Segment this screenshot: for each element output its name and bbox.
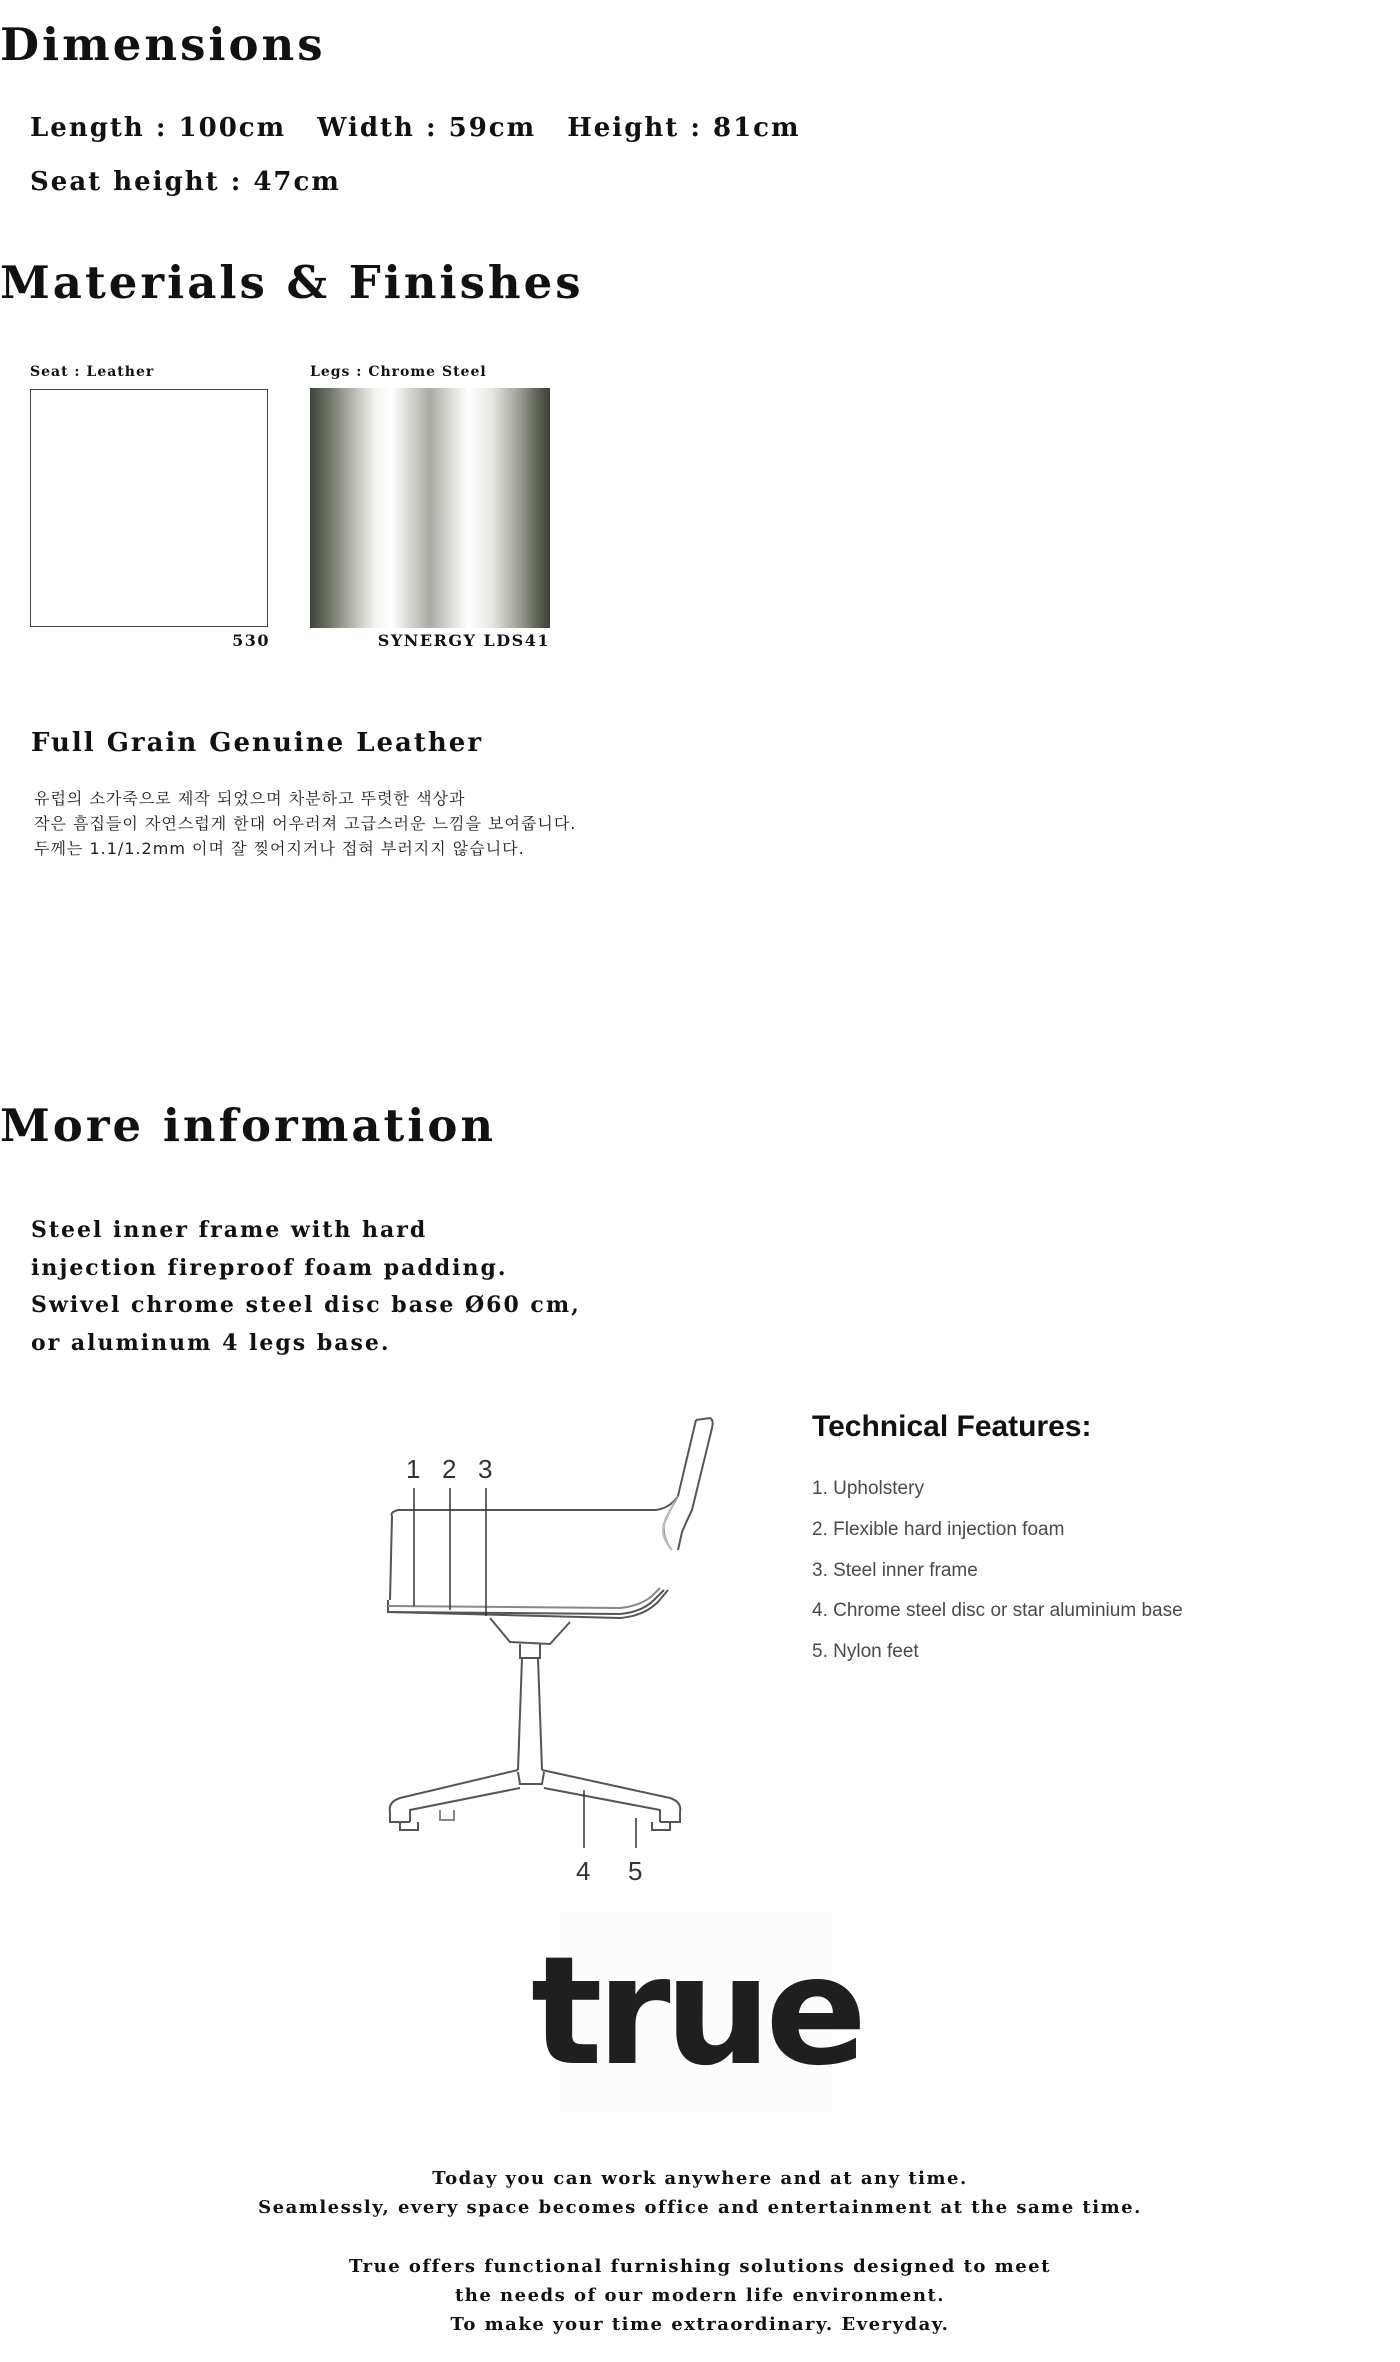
callout-number: 2 xyxy=(442,1454,457,1484)
footer-paragraph-1 xyxy=(0,2164,1400,2222)
chair-drawing xyxy=(388,1418,713,1830)
dimensions-row xyxy=(30,113,801,143)
tech-feature-item: 1. Upholstery xyxy=(812,1478,924,1499)
tech-feature-item: 4. Chrome steel disc or star aluminium base xyxy=(812,1600,1183,1621)
callout-lines xyxy=(414,1488,636,1848)
footer-line: Today you can work anywhere and at any time. xyxy=(432,2168,968,2189)
footer-line: the needs of our modern life environment. xyxy=(454,2285,946,2306)
more-info-line: injection fireproof foam padding. xyxy=(31,1254,508,1281)
footer-line: To make your time extraordinary. Everyday. xyxy=(450,2314,950,2335)
leather-description xyxy=(34,786,576,861)
length-value: Length : 100cm xyxy=(30,113,287,143)
materials-heading: Materials & Finishes xyxy=(0,256,584,309)
height-value: Height : 81cm xyxy=(567,113,801,143)
callout-number: 3 xyxy=(478,1454,493,1484)
callout-number: 1 xyxy=(406,1454,421,1484)
leather-swatch xyxy=(30,389,268,627)
leather-desc-line: 작은 흠집들이 자연스럽게 한대 어우러져 고급스러운 느낌을 보여줍니다. xyxy=(34,814,577,833)
callout-number: 5 xyxy=(628,1856,643,1886)
footer-line: Seamlessly, every space becomes office and entertainment at the same time. xyxy=(258,2197,1142,2218)
chair-diagram xyxy=(370,1400,730,1890)
legs-swatch-label: Legs : Chrome Steel xyxy=(310,364,487,380)
chrome-swatch-code: SYNERGY LDS41 xyxy=(377,631,550,650)
width-value: Width : 59cm xyxy=(317,113,537,143)
tech-feature-item: 3. Steel inner frame xyxy=(812,1560,978,1581)
footer-paragraph-2 xyxy=(0,2252,1400,2339)
more-info-heading: More information xyxy=(0,1099,497,1152)
footer-line: True offers functional furnishing solutions designed to meet xyxy=(349,2256,1051,2277)
leather-title: Full Grain Genuine Leather xyxy=(31,728,484,758)
seat-height-value: Seat height : 47cm xyxy=(30,167,341,197)
tech-feature-item: 5. Nylon feet xyxy=(812,1641,919,1662)
more-info-text xyxy=(31,1212,581,1362)
brand-logo-text: true xyxy=(530,1925,862,2099)
tech-feature-item: 2. Flexible hard injection foam xyxy=(812,1519,1065,1540)
brand-logo xyxy=(530,1912,862,2112)
tech-features-title: Technical Features: xyxy=(812,1410,1092,1443)
seat-swatch-label: Seat : Leather xyxy=(30,364,155,380)
leather-swatch-code: 530 xyxy=(232,631,270,650)
more-info-line: or aluminum 4 legs base. xyxy=(31,1329,391,1356)
leather-desc-line: 두께는 1.1/1.2mm 이며 잘 찢어지거나 접혀 부러지지 않습니다. xyxy=(34,839,525,858)
leather-desc-line: 유럽의 소가죽으로 제작 되었으며 차분하고 뚜렷한 색상과 xyxy=(34,789,466,808)
callout-number: 4 xyxy=(576,1856,591,1886)
chrome-swatch xyxy=(310,388,550,628)
dimensions-heading: Dimensions xyxy=(0,18,326,71)
more-info-line: Steel inner frame with hard xyxy=(31,1217,428,1243)
more-info-line: Swivel chrome steel disc base Ø60 cm, xyxy=(31,1292,581,1318)
